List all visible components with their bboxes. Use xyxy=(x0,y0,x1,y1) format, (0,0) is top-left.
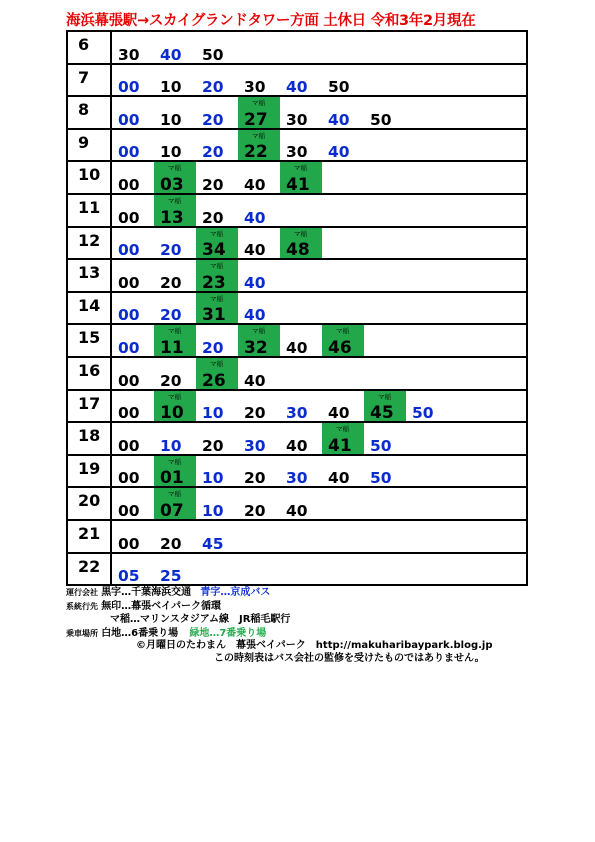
departure-minute-platform-7 xyxy=(364,391,406,422)
hour-label: 22 xyxy=(66,554,112,585)
departure-minute xyxy=(112,325,154,356)
minute-value: 40 xyxy=(244,371,266,390)
route-mark: マ稲 xyxy=(210,359,223,368)
departure-minute xyxy=(112,423,154,454)
departure-minute xyxy=(154,423,196,454)
departure-minute xyxy=(280,130,322,161)
departure-minute-platform-7 xyxy=(238,97,280,128)
minute-value: 10 xyxy=(160,143,182,162)
route-mark: マ稲 xyxy=(294,164,307,173)
hour-label: 10 xyxy=(66,162,112,193)
departure-minute xyxy=(322,456,364,487)
hour-label: 12 xyxy=(66,228,112,259)
hour-label: 16 xyxy=(66,358,112,389)
minute-value: 41 xyxy=(328,435,352,456)
minute-value: 30 xyxy=(286,404,308,423)
hour-row xyxy=(66,325,528,358)
stop-white-note: 白地…6番乗り場 xyxy=(101,628,179,639)
departure-minute xyxy=(112,162,154,193)
hour-label: 11 xyxy=(66,195,112,226)
departure-minute xyxy=(196,456,238,487)
minute-cells xyxy=(112,358,528,389)
credit-line: ©月曜日のたわまん 幕張ベイパーク http://makuharibaypark.blog.jp xyxy=(136,640,493,651)
minute-value: 40 xyxy=(244,273,266,292)
departure-minute xyxy=(154,358,196,389)
minute-value: 00 xyxy=(118,78,140,97)
route-mark: マ稲 xyxy=(336,327,349,336)
minute-cells xyxy=(112,554,528,585)
hour-row xyxy=(66,32,528,65)
departure-minute-platform-7 xyxy=(196,260,238,291)
minute-cells xyxy=(112,423,528,454)
departure-minute-platform-7 xyxy=(322,325,364,356)
departure-minute xyxy=(154,293,196,324)
minute-cells xyxy=(112,195,528,226)
departure-minute xyxy=(280,423,322,454)
hour-label: 13 xyxy=(66,260,112,291)
minute-value: 00 xyxy=(118,241,140,260)
departure-minute xyxy=(112,65,154,96)
route-mark: マ稲 xyxy=(168,457,181,466)
departure-minute xyxy=(196,521,238,552)
minute-value: 40 xyxy=(286,78,308,97)
departure-minute xyxy=(112,32,154,63)
departure-minute-platform-7 xyxy=(154,195,196,226)
hour-row xyxy=(66,195,528,228)
departure-minute xyxy=(280,325,322,356)
departure-minute-platform-7 xyxy=(196,293,238,324)
minute-value: 20 xyxy=(202,208,224,227)
hour-label: 19 xyxy=(66,456,112,487)
minute-value: 40 xyxy=(286,501,308,520)
departure-minute xyxy=(238,260,280,291)
hour-label: 15 xyxy=(66,325,112,356)
departure-minute xyxy=(196,423,238,454)
minute-value: 00 xyxy=(118,273,140,292)
minute-value: 10 xyxy=(202,501,224,520)
minute-value: 40 xyxy=(328,143,350,162)
minute-value: 50 xyxy=(328,78,350,97)
minute-value: 34 xyxy=(202,240,226,261)
minute-value: 00 xyxy=(118,175,140,194)
departure-minute xyxy=(364,423,406,454)
departure-minute xyxy=(238,65,280,96)
minute-value: 11 xyxy=(160,337,184,358)
minute-value: 20 xyxy=(160,534,182,553)
departure-minute xyxy=(154,32,196,63)
minute-value: 31 xyxy=(202,305,226,326)
minute-value: 30 xyxy=(244,436,266,455)
departure-minute xyxy=(196,32,238,63)
minute-value: 45 xyxy=(370,403,394,424)
hour-row xyxy=(66,97,528,130)
minute-value: 50 xyxy=(202,45,224,64)
minute-value: 20 xyxy=(202,110,224,129)
route-mark: マ稲 xyxy=(210,229,223,238)
minute-cells xyxy=(112,293,528,324)
departure-minute-platform-7 xyxy=(280,228,322,259)
hour-row xyxy=(66,456,528,489)
operator-black-note: 黒字…千葉海浜交通 xyxy=(101,587,192,598)
departure-minute xyxy=(322,97,364,128)
timetable xyxy=(66,30,528,586)
departure-minute-platform-7 xyxy=(322,423,364,454)
route-mark: マ稲 xyxy=(252,327,265,336)
minute-value: 20 xyxy=(202,338,224,357)
operator-blue-note: 青字…京成バス xyxy=(200,587,271,598)
hour-row xyxy=(66,391,528,424)
minute-value: 10 xyxy=(160,403,184,424)
minute-value: 00 xyxy=(118,404,140,423)
hour-row xyxy=(66,260,528,293)
minute-value: 10 xyxy=(160,110,182,129)
minute-cells xyxy=(112,130,528,161)
minute-value: 20 xyxy=(202,78,224,97)
minute-value: 10 xyxy=(202,404,224,423)
hour-label: 8 xyxy=(66,97,112,128)
departure-minute xyxy=(364,97,406,128)
minute-value: 22 xyxy=(244,142,268,163)
route-mark: マ稲 xyxy=(252,131,265,140)
minute-value: 10 xyxy=(202,469,224,488)
departure-minute xyxy=(112,391,154,422)
minute-value: 00 xyxy=(118,306,140,325)
departure-minute-platform-7 xyxy=(154,488,196,519)
minute-value: 00 xyxy=(118,143,140,162)
minute-cells xyxy=(112,521,528,552)
departure-minute xyxy=(280,456,322,487)
minute-value: 40 xyxy=(244,241,266,260)
hour-row xyxy=(66,423,528,456)
route-mark: マ稲 xyxy=(378,392,391,401)
minute-value: 23 xyxy=(202,272,226,293)
departure-minute xyxy=(112,456,154,487)
route-mark: マ稲 xyxy=(168,392,181,401)
minute-value: 40 xyxy=(328,110,350,129)
minute-value: 20 xyxy=(160,306,182,325)
page-title: 海浜幕張駅→スカイグランドタワー方面 土休日 令和3年2月現在 xyxy=(66,13,476,29)
departure-minute xyxy=(196,195,238,226)
route-mark: マ稲 xyxy=(252,99,265,108)
route-mark: マ稲 xyxy=(210,262,223,271)
minute-value: 41 xyxy=(286,174,310,195)
departure-minute xyxy=(238,488,280,519)
minute-value: 40 xyxy=(244,175,266,194)
departure-minute xyxy=(322,130,364,161)
departure-minute-platform-7 xyxy=(154,391,196,422)
hour-label: 21 xyxy=(66,521,112,552)
departure-minute xyxy=(238,162,280,193)
minute-value: 30 xyxy=(286,469,308,488)
departure-minute xyxy=(238,358,280,389)
minute-value: 13 xyxy=(160,207,184,228)
departure-minute xyxy=(154,130,196,161)
departure-minute-platform-7 xyxy=(238,130,280,161)
departure-minute-platform-7 xyxy=(238,325,280,356)
minute-value: 46 xyxy=(328,337,352,358)
stop-green-note: 緑地…7番乗り場 xyxy=(189,628,267,639)
minute-cells xyxy=(112,391,528,422)
minute-value: 30 xyxy=(286,110,308,129)
route-mark: マ稲 xyxy=(168,164,181,173)
minute-value: 45 xyxy=(202,534,224,553)
minute-value: 20 xyxy=(202,143,224,162)
minute-value: 20 xyxy=(202,175,224,194)
minute-value: 03 xyxy=(160,174,184,195)
minute-value: 30 xyxy=(244,78,266,97)
departure-minute xyxy=(364,456,406,487)
minute-value: 50 xyxy=(370,110,392,129)
minute-value: 20 xyxy=(244,404,266,423)
minute-value: 07 xyxy=(160,500,184,521)
minute-value: 40 xyxy=(328,404,350,423)
minute-cells xyxy=(112,65,528,96)
departure-minute xyxy=(238,195,280,226)
minute-value: 30 xyxy=(286,143,308,162)
minute-value: 40 xyxy=(286,338,308,357)
minute-value: 00 xyxy=(118,534,140,553)
departure-minute xyxy=(112,488,154,519)
minute-value: 00 xyxy=(118,208,140,227)
route-mark: マ稲 xyxy=(168,490,181,499)
departure-minute xyxy=(112,130,154,161)
minute-value: 20 xyxy=(160,273,182,292)
route-mark: マ稲 xyxy=(168,327,181,336)
minute-cells xyxy=(112,32,528,63)
departure-minute xyxy=(196,162,238,193)
departure-minute xyxy=(154,260,196,291)
hour-row xyxy=(66,228,528,261)
departure-minute xyxy=(112,195,154,226)
departure-minute xyxy=(238,391,280,422)
departure-minute xyxy=(322,65,364,96)
departure-minute xyxy=(238,293,280,324)
departure-minute xyxy=(280,488,322,519)
hour-row xyxy=(66,293,528,326)
departure-minute xyxy=(154,228,196,259)
minute-value: 50 xyxy=(370,436,392,455)
departure-minute xyxy=(112,260,154,291)
hour-row xyxy=(66,130,528,163)
minute-value: 10 xyxy=(160,78,182,97)
hour-label: 9 xyxy=(66,130,112,161)
departure-minute-platform-7 xyxy=(154,325,196,356)
minute-value: 00 xyxy=(118,501,140,520)
departure-minute xyxy=(280,65,322,96)
minute-cells xyxy=(112,162,528,193)
minute-value: 00 xyxy=(118,338,140,357)
minute-value: 20 xyxy=(244,501,266,520)
departure-minute xyxy=(238,456,280,487)
minute-value: 40 xyxy=(160,45,182,64)
departure-minute xyxy=(280,97,322,128)
departure-minute-platform-7 xyxy=(154,456,196,487)
hour-label: 6 xyxy=(66,32,112,63)
hour-label: 7 xyxy=(66,65,112,96)
hour-label: 20 xyxy=(66,488,112,519)
departure-minute xyxy=(196,130,238,161)
minute-value: 40 xyxy=(328,469,350,488)
hour-row xyxy=(66,162,528,195)
departure-minute-platform-7 xyxy=(196,228,238,259)
minute-value: 01 xyxy=(160,468,184,489)
departure-minute xyxy=(322,391,364,422)
hour-label: 17 xyxy=(66,391,112,422)
route-mark: マ稲 xyxy=(168,196,181,205)
minute-value: 00 xyxy=(118,110,140,129)
departure-minute xyxy=(112,97,154,128)
departure-minute xyxy=(280,391,322,422)
minute-cells xyxy=(112,456,528,487)
minute-value: 40 xyxy=(286,436,308,455)
minute-value: 27 xyxy=(244,109,268,130)
minute-value: 30 xyxy=(118,45,140,64)
route-mark: マ稲 xyxy=(210,294,223,303)
minute-value: 50 xyxy=(412,404,434,423)
departure-minute-platform-7 xyxy=(196,358,238,389)
departure-minute xyxy=(154,554,196,585)
minute-value: 40 xyxy=(244,208,266,227)
minute-cells xyxy=(112,325,528,356)
hour-label: 14 xyxy=(66,293,112,324)
minute-value: 05 xyxy=(118,567,140,586)
minute-value: 10 xyxy=(160,436,182,455)
hour-row xyxy=(66,65,528,98)
minute-cells xyxy=(112,97,528,128)
hour-row xyxy=(66,521,528,554)
minute-value: 20 xyxy=(244,469,266,488)
minute-value: 00 xyxy=(118,469,140,488)
hour-label: 18 xyxy=(66,423,112,454)
route-note-1: 無印…幕張ベイパーク循環 xyxy=(101,601,221,612)
minute-value: 26 xyxy=(202,370,226,391)
minute-value: 40 xyxy=(244,306,266,325)
minute-value: 50 xyxy=(370,469,392,488)
departure-minute xyxy=(112,554,154,585)
departure-minute xyxy=(112,228,154,259)
departure-minute xyxy=(154,521,196,552)
route-label: 系統行先 xyxy=(66,602,98,611)
minute-value: 00 xyxy=(118,436,140,455)
departure-minute-platform-7 xyxy=(280,162,322,193)
minute-cells xyxy=(112,260,528,291)
minute-value: 48 xyxy=(286,240,310,261)
departure-minute-platform-7 xyxy=(154,162,196,193)
departure-minute xyxy=(238,423,280,454)
minute-value: 32 xyxy=(244,337,268,358)
minute-value: 20 xyxy=(160,241,182,260)
hour-row xyxy=(66,358,528,391)
minute-cells xyxy=(112,488,528,519)
disclaimer: この時刻表はバス会社の監修を受けたものではありません。 xyxy=(214,653,485,664)
operator-label: 運行会社 xyxy=(66,588,98,597)
departure-minute xyxy=(196,65,238,96)
departure-minute xyxy=(196,325,238,356)
departure-minute xyxy=(238,228,280,259)
departure-minute xyxy=(196,391,238,422)
hour-row xyxy=(66,488,528,521)
hour-row xyxy=(66,554,528,587)
minute-value: 20 xyxy=(202,436,224,455)
departure-minute xyxy=(154,97,196,128)
departure-minute xyxy=(112,521,154,552)
departure-minute xyxy=(406,391,448,422)
route-mark: マ稲 xyxy=(336,425,349,434)
minute-value: 20 xyxy=(160,371,182,390)
departure-minute xyxy=(196,488,238,519)
departure-minute xyxy=(112,293,154,324)
departure-minute xyxy=(154,65,196,96)
minute-cells xyxy=(112,228,528,259)
departure-minute xyxy=(112,358,154,389)
route-mark: マ稲 xyxy=(294,229,307,238)
minute-value: 00 xyxy=(118,371,140,390)
stop-label: 乗車場所 xyxy=(66,629,98,638)
departure-minute xyxy=(196,97,238,128)
minute-value: 25 xyxy=(160,567,182,586)
route-note-2: マ稲…マリンスタジアム線 JR稲毛駅行 xyxy=(110,614,291,625)
